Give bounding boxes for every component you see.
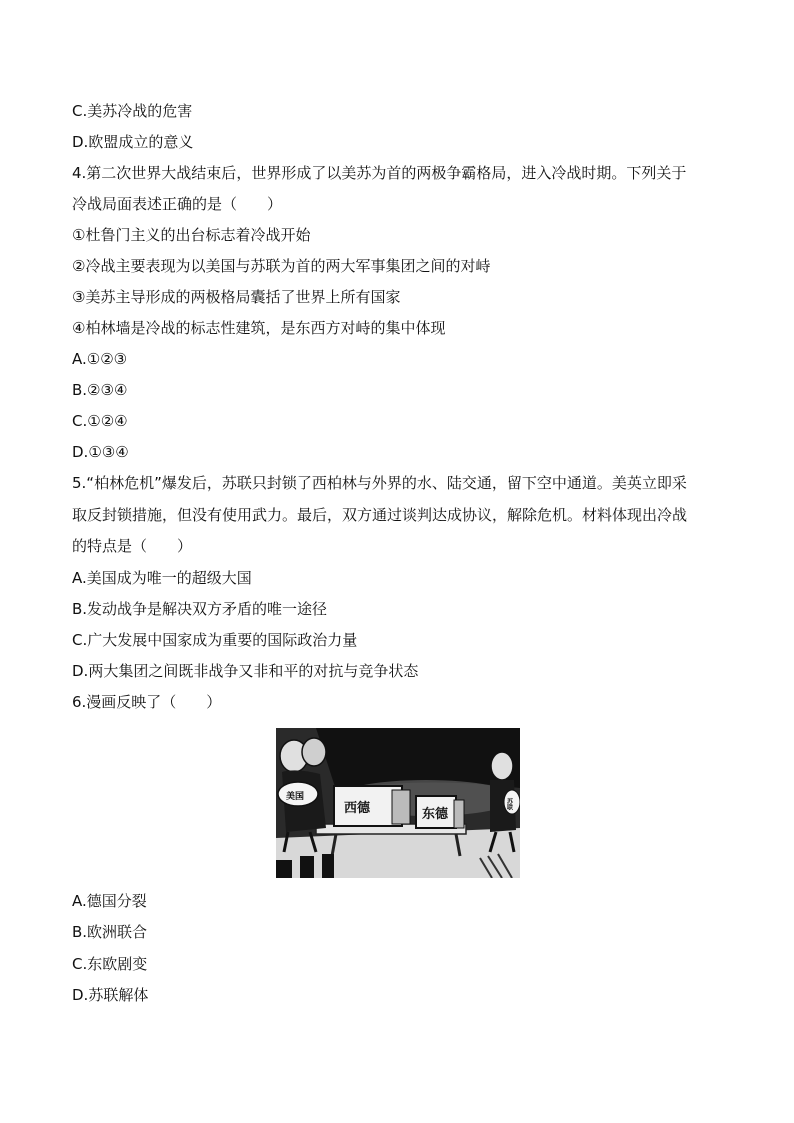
q5-stem-line1: 5.“柏林危机”爆发后，苏联只封锁了西柏林与外界的水、陆交通，留下空中通道。美英立即采	[72, 474, 687, 492]
q3-option-d: D.欧盟成立的意义	[72, 133, 194, 151]
cold-war-cartoon	[276, 728, 520, 878]
label-west-germany: 西德	[344, 801, 371, 816]
q6-stem: 6.漫画反映了（ ）	[72, 693, 222, 711]
q5-option-a: A.美国成为唯一的超级大国	[72, 569, 252, 587]
q5-option-d: D.两大集团之间既非战争又非和平的对抗与竞争状态	[72, 662, 419, 680]
q4-stem-line2: 冷战局面表述正确的是（ ）	[72, 195, 283, 213]
q4-statement-2: ②冷战主要表现为以美国与苏联为首的两大军事集团之间的对峙	[72, 257, 491, 275]
q6-option-c: C.东欧剧变	[72, 955, 148, 973]
q4-option-a: A.①②③	[72, 350, 128, 368]
q6-option-b: B.欧洲联合	[72, 923, 148, 941]
q4-option-d: D.①③④	[72, 443, 129, 461]
q5-option-b: B.发动战争是解决双方矛盾的唯一途径	[72, 600, 328, 618]
q4-statement-1: ①杜鲁门主义的出台标志着冷战开始	[72, 226, 311, 244]
label-ussr: 苏联	[505, 798, 513, 810]
q4-statement-4: ④柏林墙是冷战的标志性建筑，是东西方对峙的集中体现	[72, 319, 446, 337]
q4-stem-line1: 4.第二次世界大战结束后，世界形成了以美苏为首的两极争霸格局，进入冷战时期。下列关于	[72, 164, 687, 182]
q3-option-c: C.美苏冷战的危害	[72, 102, 193, 120]
q4-option-c: C.①②④	[72, 412, 128, 430]
q6-option-d: D.苏联解体	[72, 986, 149, 1004]
label-usa: 美国	[286, 792, 305, 802]
q5-stem-line3: 的特点是（ ）	[72, 537, 193, 555]
q4-option-b: B.②③④	[72, 381, 128, 399]
q5-stem-line2: 取反封锁措施，但没有使用武力。最后，双方通过谈判达成协议，解除危机。材料体现出冷战	[72, 506, 688, 524]
label-east-germany: 东德	[422, 807, 449, 822]
q4-statement-3: ③美苏主导形成的两极格局囊括了世界上所有国家	[72, 288, 401, 306]
q5-option-c: C.广大发展中国家成为重要的国际政治力量	[72, 631, 358, 649]
q6-option-a: A.德国分裂	[72, 892, 147, 910]
